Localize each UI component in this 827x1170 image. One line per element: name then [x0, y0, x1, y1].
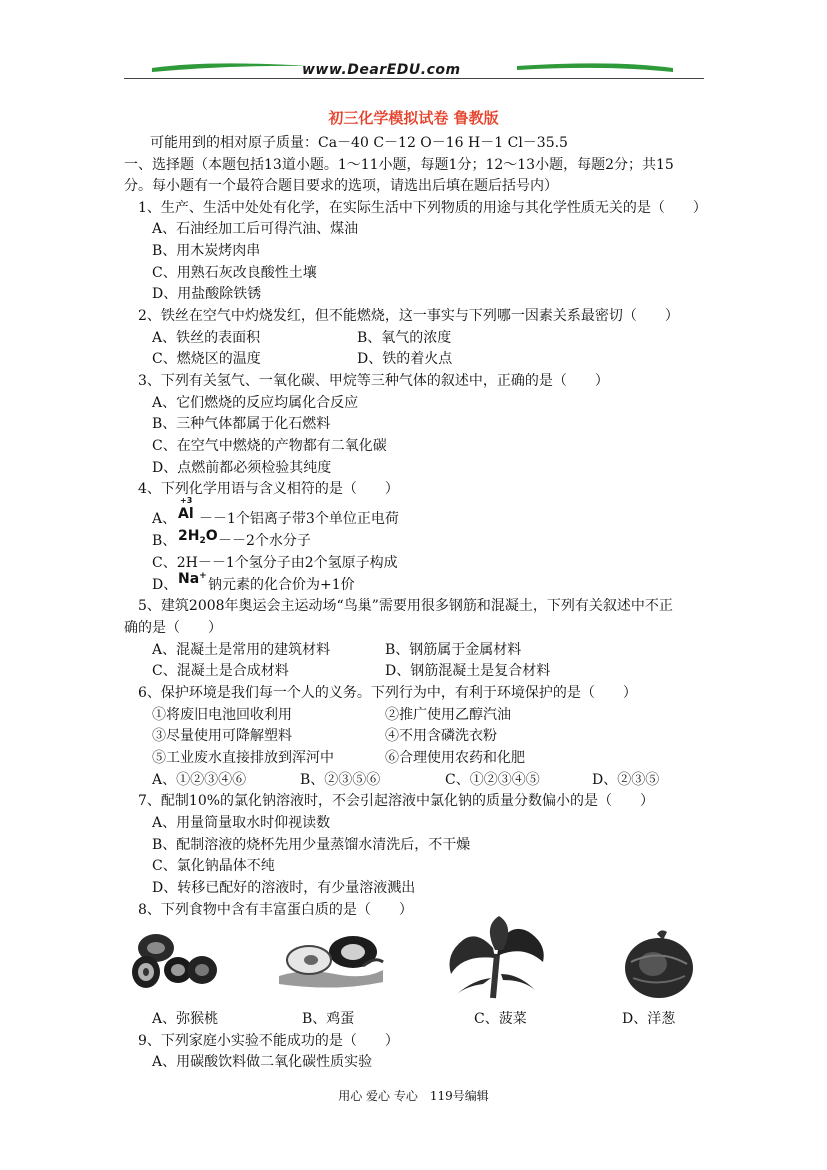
section-intro-line1: 一、选择题（本题包括13道小题。1～11小题，每题1分；12～13小题，每题2分；共15: [124, 157, 674, 173]
q9-stem: 9、下列家庭小实验不能成功的是（ ）: [138, 1033, 399, 1049]
spinach-picture: [443, 914, 549, 1000]
q4-a-symbol: Al: [178, 506, 194, 522]
q6-item-2: ②推广使用乙醇汽油: [385, 707, 511, 723]
q6-option-c: C、①②③④⑤: [445, 772, 540, 788]
header-swoosh-left: [150, 60, 310, 76]
q7-option-d: D、转移已配好的溶液时，有少量溶液溅出: [152, 880, 416, 896]
q5-stem-line1: 5、建筑2008年奥运会主运动场“鸟巢”需要用很多钢筋和混凝土，下列有关叙述中不正: [138, 598, 673, 614]
q4-a-valence: +3: [180, 496, 193, 505]
q5-option-b: B、钢筋属于金属材料: [385, 642, 522, 658]
q4-d-text: 钠元素的化合价为+1价: [208, 577, 355, 593]
q4-b-symbol: [178, 529, 218, 546]
q4-b-symbol-part1: 2H: [178, 528, 200, 544]
q2-option-c: C、燃烧区的温度: [152, 351, 261, 367]
q6-option-a: A、①②③④⑥: [152, 772, 247, 788]
q6-item-1: ①将废旧电池回收利用: [152, 707, 292, 723]
q4-d-symbol-text: Na: [178, 571, 200, 587]
q6-item-3: ③尽量使用可降解塑料: [152, 728, 292, 744]
q4-a-text: －－1个铝离子带3个单位正电荷: [199, 511, 399, 527]
q8-option-b: B、鸡蛋: [302, 1011, 355, 1027]
header-rule: [124, 78, 704, 79]
q2-option-b: B、氧气的浓度: [357, 330, 452, 346]
q3-option-a: A、它们燃烧的反应均属化合反应: [152, 395, 359, 411]
q5-option-c: C、混凝土是合成材料: [152, 663, 289, 679]
onion-picture: [621, 928, 697, 1000]
q6-option-d: D、②③⑤: [592, 772, 660, 788]
q1-stem: 1、生产、生活中处处有化学，在实际生活中下列物质的用途与其化学性质无关的是（ ）: [138, 200, 707, 216]
header-swoosh-right: [515, 60, 675, 76]
q6-item-6: ⑥合理使用农药和化肥: [385, 750, 525, 766]
q5-option-a: A、混凝土是常用的建筑材料: [152, 642, 331, 658]
q4-option-c: C、2H－－1个氢分子由2个氢原子构成: [152, 555, 398, 571]
q6-option-b: B、②③⑤⑥: [300, 772, 381, 788]
q4-b-label: B、: [152, 533, 177, 549]
atomic-mass-line: 可能用到的相对原子质量：Ca－40 C－12 O－16 H－1 Cl－35.5: [150, 135, 568, 151]
page-title: 初三化学模拟试卷 鲁教版: [328, 109, 499, 127]
q8-option-a: A、弥猴桃: [152, 1011, 219, 1027]
q6-item-4: ④不用含磷洗衣粉: [385, 728, 497, 744]
q2-stem: 2、铁丝在空气中灼烧发红，但不能燃烧，这一事实与下列哪一因素关系最密切（ ）: [138, 308, 679, 324]
q4-d-symbol: [178, 572, 207, 586]
q4-d-label: D、: [152, 577, 178, 593]
egg-picture: [275, 930, 387, 992]
q7-option-b: B、配制溶液的烧杯先用少量蒸馏水清洗后，不干燥: [152, 837, 471, 853]
q5-stem-line2: 确的是（ ）: [124, 620, 222, 636]
section-intro-line2: 分。每小题有一个最符合题目要求的选项，请选出后填在题后括号内）: [124, 178, 558, 194]
q3-option-b: B、三种气体都属于化石燃料: [152, 416, 331, 432]
q4-option-b: [152, 530, 176, 550]
q7-option-c: C、氯化钠晶体不纯: [152, 858, 275, 874]
q1-option-d: D、用盐酸除铁锈: [152, 286, 262, 302]
q4-stem: 4、下列化学用语与含义相符的是（ ）: [138, 481, 399, 497]
q6-stem: 6、保护环境是我们每一个人的义务。下列行为中，有利于环境保护的是（ ）: [138, 685, 637, 701]
q4-d-superscript: +: [199, 571, 207, 581]
q4-b-text: －－2个水分子: [218, 533, 311, 549]
q4-a-label: A、: [152, 511, 177, 527]
q8-stem: 8、下列食物中含有丰富蛋白质的是（ ）: [138, 902, 413, 918]
q9-option-a: A、用碳酸饮料做二氧化碳性质实验: [152, 1054, 373, 1070]
q1-option-b: B、用木炭烤肉串: [152, 243, 261, 259]
q8-option-c: C、菠菜: [474, 1011, 527, 1027]
q3-stem: 3、下列有关氢气、一氧化碳、甲烷等三种气体的叙述中，正确的是（ ）: [138, 373, 609, 389]
q7-option-a: A、用量筒量取水时仰视读数: [152, 815, 331, 831]
q8-option-d: D、洋葱: [622, 1011, 676, 1027]
q4-b-symbol-part2: O: [205, 528, 218, 544]
q2-option-a: A、铁丝的表面积: [152, 330, 261, 346]
q4-b-subscript: 2: [199, 536, 206, 546]
header-logo: www.DearEDU.com: [302, 62, 461, 78]
q1-option-c: C、用熟石灰改良酸性土壤: [152, 265, 317, 281]
q4-option-a: [152, 508, 176, 528]
q5-option-d: D、钢筋混凝土是复合材料: [385, 663, 551, 679]
q3-option-c: C、在空气中燃烧的产物都有二氧化碳: [152, 438, 387, 454]
q7-stem: 7、配制10%的氯化钠溶液时，不会引起溶液中氯化钠的质量分数偏小的是（ ）: [138, 793, 655, 809]
q1-option-a: A、石油经加工后可得汽油、煤油: [152, 221, 359, 237]
kiwi-fruit-picture: [128, 928, 220, 996]
q4-option-d: [152, 574, 177, 594]
q2-option-d: D、铁的着火点: [357, 351, 453, 367]
page-footer: 用心 爱心 专心 119号编辑: [338, 1089, 489, 1103]
q3-option-d: D、点燃前都必须检验其纯度: [152, 460, 332, 476]
q6-item-5: ⑤工业废水直接排放到浑河中: [152, 750, 334, 766]
